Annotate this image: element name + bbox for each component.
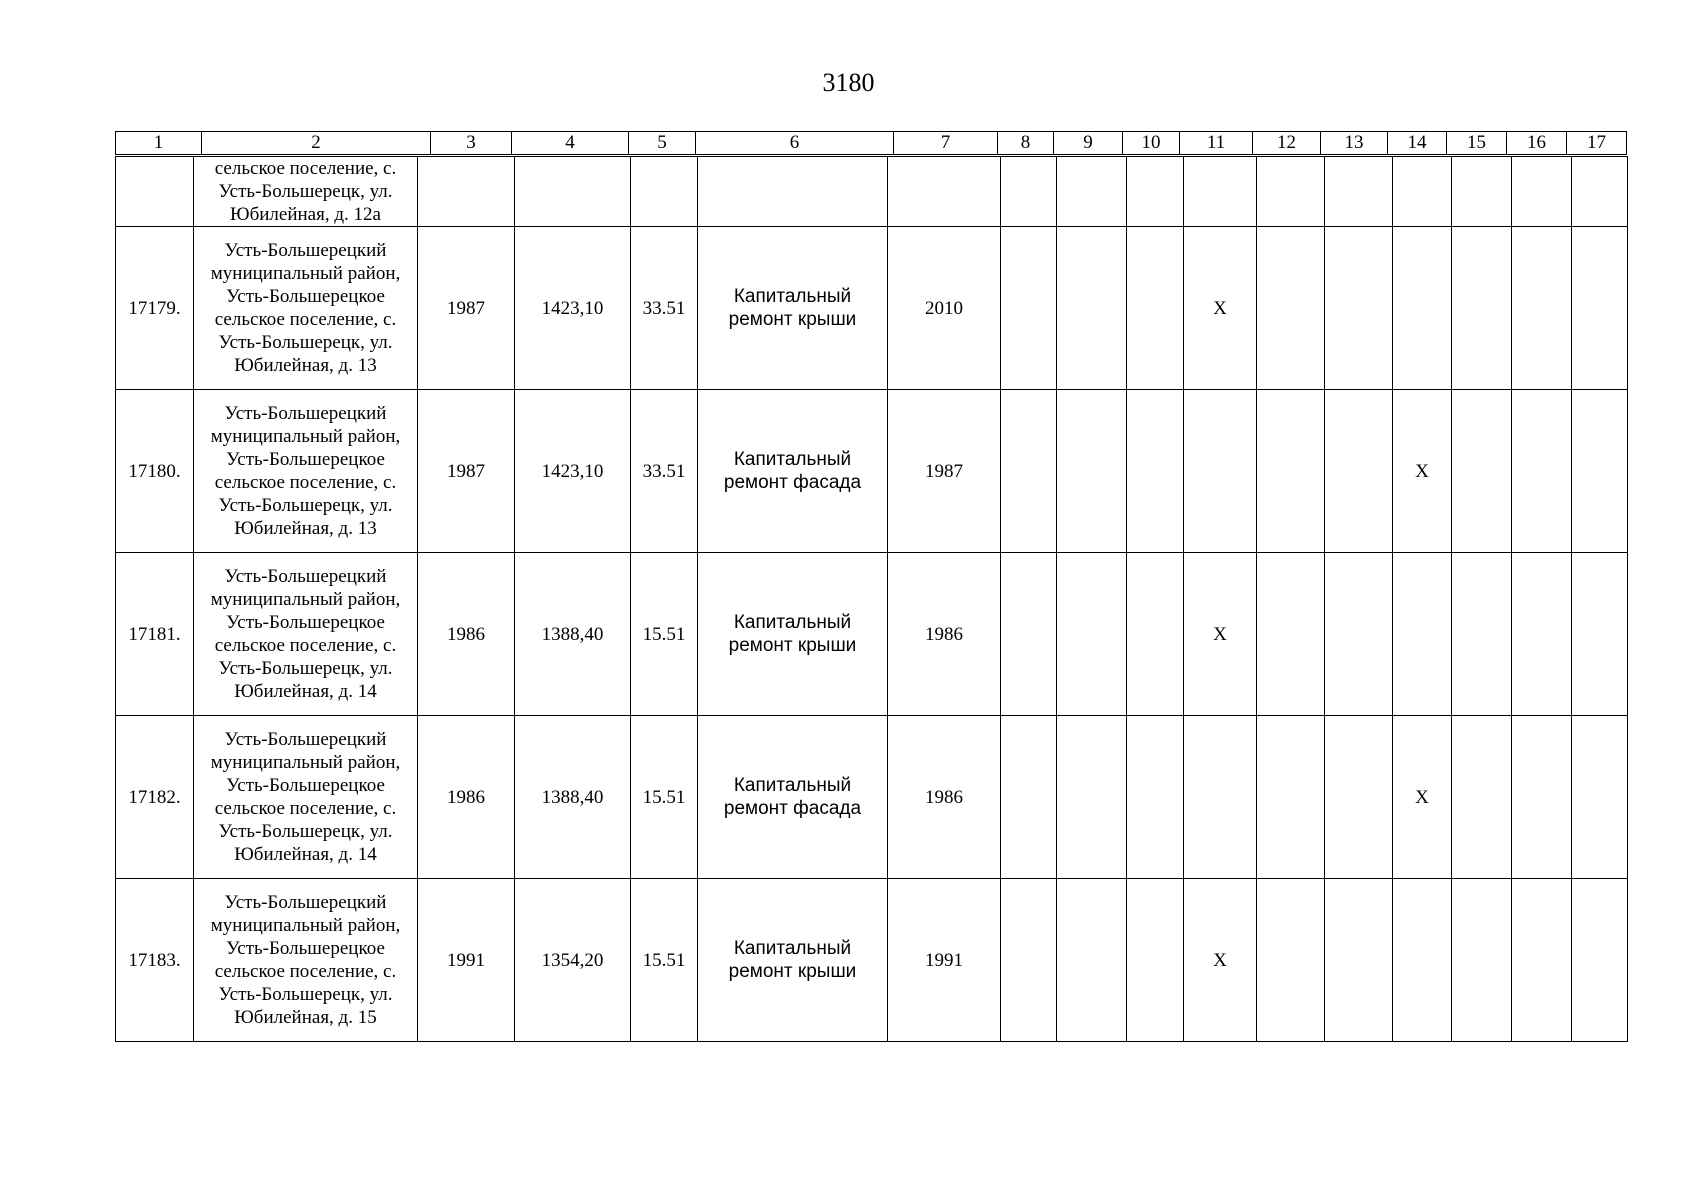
cell-address: Усть-Большерецкий муниципальный район, Усть-Большерецкое сельское поселение, с. Усть-Большерецк, ул. Юбилейная, д. 14 [194, 716, 418, 879]
table-row [116, 390, 1628, 553]
cell-col-14 [1393, 879, 1452, 1042]
cell-col-14: X [1393, 390, 1452, 553]
cell-col-14 [1393, 553, 1452, 716]
header-col-13: 13 [1321, 132, 1388, 155]
cell-num: 17182. [116, 716, 194, 879]
header-col-6: 6 [696, 132, 894, 155]
cell-num: 17180. [116, 390, 194, 553]
cell-area: 1388,40 [515, 553, 631, 716]
table-row [116, 716, 1628, 879]
cell-work: Капитальный ремонт фасада [698, 716, 888, 879]
cell-col-11 [1184, 716, 1257, 879]
header-col-9: 9 [1054, 132, 1123, 155]
header-col-4: 4 [512, 132, 629, 155]
cell-year: 1987 [418, 390, 515, 553]
cell-col-14: X [1393, 716, 1452, 879]
cell-col-11: X [1184, 879, 1257, 1042]
cell-year: 1987 [418, 227, 515, 390]
header-col-11: 11 [1180, 132, 1253, 155]
table-row [116, 227, 1628, 390]
header-col-7: 7 [894, 132, 998, 155]
cell-col-11: X [1184, 553, 1257, 716]
header-col-5: 5 [629, 132, 696, 155]
cell-area: 1423,10 [515, 227, 631, 390]
cell-work: Капитальный ремонт фасада [698, 390, 888, 553]
cell-wear: 33.51 [631, 390, 698, 553]
cell-work-year: 2010 [888, 227, 1001, 390]
table-row-continuation [116, 157, 1628, 227]
cell-wear: 15.51 [631, 553, 698, 716]
page-number: 3180 [822, 68, 875, 97]
cell-work-year: 1986 [888, 553, 1001, 716]
cell-num: 17181. [116, 553, 194, 716]
cell-wear: 33.51 [631, 227, 698, 390]
cell-num [116, 157, 194, 227]
header-col-3: 3 [431, 132, 512, 155]
cell-col-14 [1393, 227, 1452, 390]
cell-num: 17179. [116, 227, 194, 390]
cell-wear: 15.51 [631, 879, 698, 1042]
header-col-2: 2 [202, 132, 431, 155]
cell-area: 1388,40 [515, 716, 631, 879]
header-col-8: 8 [998, 132, 1054, 155]
cell-address: Усть-Большерецкий муниципальный район, Усть-Большерецкое сельское поселение, с. Усть-Большерецк, ул. Юбилейная, д. 13 [194, 227, 418, 390]
header-col-1: 1 [116, 132, 202, 155]
column-number-header [115, 131, 1627, 155]
header-col-10: 10 [1123, 132, 1180, 155]
cell-year: 1986 [418, 716, 515, 879]
header-col-14: 14 [1388, 132, 1447, 155]
cell-num: 17183. [116, 879, 194, 1042]
header-col-17: 17 [1567, 132, 1627, 155]
cell-work: Капитальный ремонт крыши [698, 227, 888, 390]
header-col-16: 16 [1507, 132, 1567, 155]
cell-wear: 15.51 [631, 716, 698, 879]
table-row [116, 553, 1628, 716]
repair-table [115, 156, 1628, 1042]
header-col-15: 15 [1447, 132, 1507, 155]
cell-year: 1986 [418, 553, 515, 716]
header-col-12: 12 [1253, 132, 1321, 155]
cell-work-year: 1986 [888, 716, 1001, 879]
cell-address: Усть-Большерецкий муниципальный район, Усть-Большерецкое сельское поселение, с. Усть-Большерецк, ул. Юбилейная, д. 14 [194, 553, 418, 716]
cell-year: 1991 [418, 879, 515, 1042]
cell-col-11 [1184, 390, 1257, 553]
cell-work: Капитальный ремонт крыши [698, 553, 888, 716]
cell-address: Усть-Большерецкий муниципальный район, Усть-Большерецкое сельское поселение, с. Усть-Большерецк, ул. Юбилейная, д. 13 [194, 390, 418, 553]
cell-area: 1354,20 [515, 879, 631, 1042]
cell-col-11: X [1184, 227, 1257, 390]
cell-area: 1423,10 [515, 390, 631, 553]
cell-work: Капитальный ремонт крыши [698, 879, 888, 1042]
cell-work-year: 1991 [888, 879, 1001, 1042]
table-row [116, 879, 1628, 1042]
cell-address: Усть-Большерецкий муниципальный район, Усть-Большерецкое сельское поселение, с. Усть-Большерецк, ул. Юбилейная, д. 15 [194, 879, 418, 1042]
cell-address: сельское поселение, с. Усть-Большерецк, ул. Юбилейная, д. 12а [194, 157, 418, 227]
cell-work-year: 1987 [888, 390, 1001, 553]
